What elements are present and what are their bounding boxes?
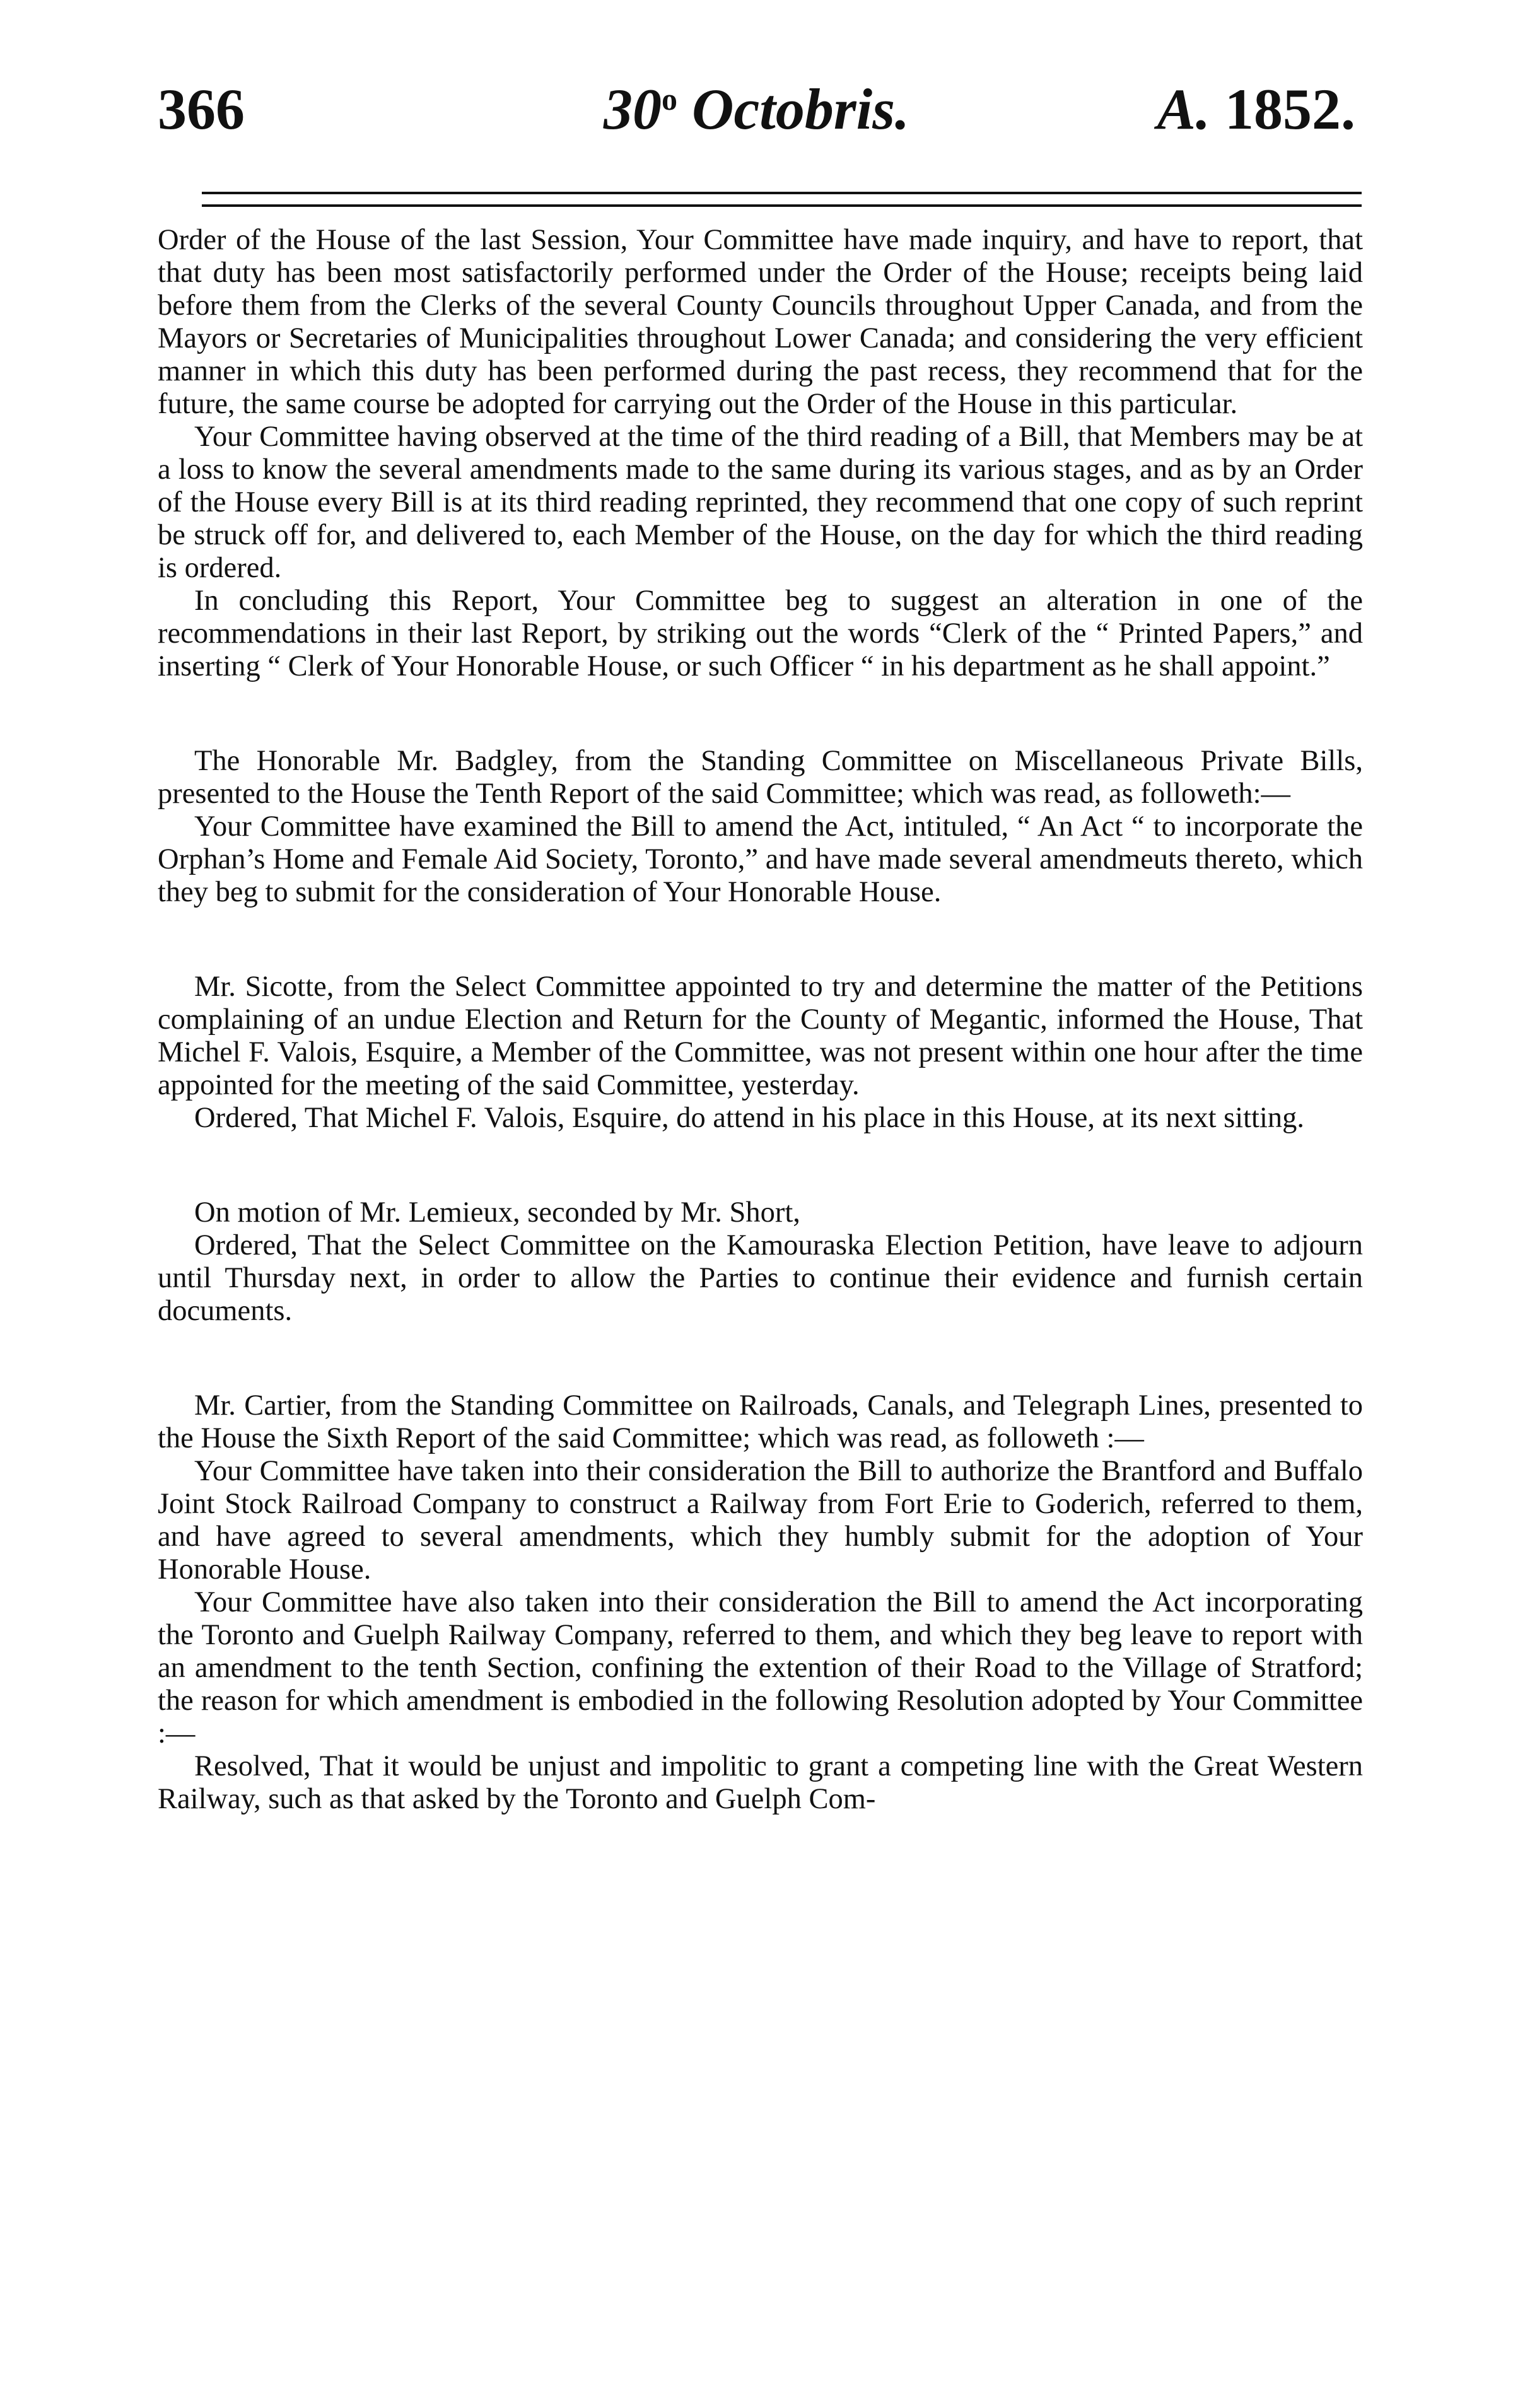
header-rule	[202, 192, 1362, 207]
date-suffix: o	[662, 81, 677, 117]
paragraph: On motion of Mr. Lemieux, seconded by Mr. Short,	[194, 1196, 800, 1229]
page-date	[604, 76, 909, 143]
paragraph: Ordered, That the Select Committee on the Kamouraska Election Petition, have leave to adjourn until Thursday next, in order to allow the Parties to continue their evidence and furnish certain documents.	[158, 1229, 1363, 1327]
page-body	[158, 224, 1363, 1816]
year-number: 1852.	[1225, 77, 1355, 141]
paragraph: Your Committee have examined the Bill to amend the Act, intituled, “ An Act “ to incorporate the Orphan’s Home and Female Aid Society, Toronto,” and have made several amendmeuts thereto, which they beg to submit for the consideration of Your Honorable House.	[158, 810, 1363, 908]
page-number: 366	[158, 77, 245, 141]
date-month: Octobris.	[692, 77, 909, 141]
page-header	[158, 76, 1355, 151]
year-letter: A.	[1157, 77, 1210, 141]
paragraph: Mr. Cartier, from the Standing Committee on Railroads, Canals, and Telegraph Lines, presented to the House the Sixth Report of the said Committee; which was read, as followeth :—	[158, 1389, 1363, 1454]
paragraph: Your Committee having observed at the time of the third reading of a Bill, that Members may be at a loss to know the several amendments made to the same during its various stages, and as by an Order of the House every Bill is at its third reading reprinted, they recommend that one copy of such reprint be struck off for, and delivered to, each Member of the House, on the day for which the third reading is ordered.	[158, 421, 1363, 584]
paragraph: Your Committee have taken into their consideration the Bill to authorize the Brantford and Buffalo Joint Stock Railroad Company to construct a Railway from Fort Erie to Goderich, referred to them, and have agreed to several amendments, which they humbly submit for the adoption of Your Honorable House.	[158, 1455, 1363, 1586]
page-year	[1157, 76, 1355, 143]
paragraph: Order of the House of the last Session, Your Committee have made inquiry, and have to report, that that duty has been most satisfactorily performed under the Order of the House; receipts being laid before them from the Clerks of the several County Councils throughout Upper Canada, and from the Mayors or Secretaries of Municipalities throughout Lower Canada; and considering the very efficient manner in which this duty has been performed during the past recess, they recommend that for the future, the same course be adopted for carrying out the Order of the House in this particular.	[158, 224, 1363, 420]
paragraph: Ordered, That Michel F. Valois, Esquire, do attend in his place in this House, at its next sitting.	[194, 1102, 1305, 1134]
paragraph: Mr. Sicotte, from the Select Committee appointed to try and determine the matter of the Petitions complaining of an undue Election and Return for the County of Megantic, informed the House, That Michel F. Valois, Esquire, a Member of the Committee, was not present within one hour after the time appointed for the meeting of the said Committee, yesterday.	[158, 971, 1363, 1101]
paragraph: Your Committee have also taken into their consideration the Bill to amend the Act incorporating the Toronto and Guelph Railway Company, referred to them, and which they beg leave to report with an amendment to the tenth Section, confining the extention of their Road to the Village of Stratford; the reason for which amendment is embodied in the following Resolution adopted by Your Committee :—	[158, 1586, 1363, 1750]
paragraph: In concluding this Report, Your Committee beg to suggest an alteration in one of the recommendations in their last Report, by striking out the words “Clerk of the “ Printed Papers,” and inserting “ Clerk of Your Honorable House, or such Officer “ in his department as he shall appoint.”	[158, 585, 1363, 682]
paragraph: The Honorable Mr. Badgley, from the Standing Committee on Miscellaneous Private Bills, presented to the House the Tenth Report of the said Committee; which was read, as followeth:—	[158, 745, 1363, 810]
paragraph: Resolved, That it would be unjust and impolitic to grant a competing line with the Great Western Railway, such as that asked by the Toronto and Guelph Com-	[158, 1750, 1363, 1815]
date-day: 30	[604, 77, 662, 141]
